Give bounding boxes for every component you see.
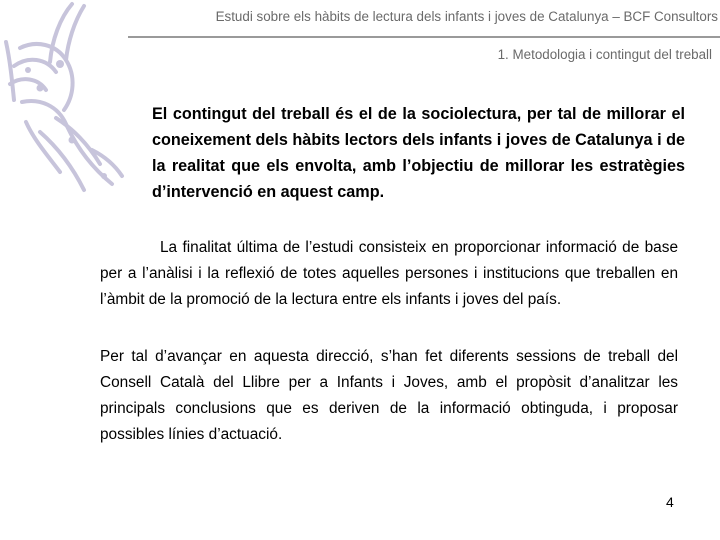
body-paragraph-2: Per tal d’avançar en aquesta direcció, s’han fet diferents sessions de treball del Consell Català del Llibre per a Infants i Joves, amb el propòsit d’analitzar les principals conclusions que es deriven de la informació obtinguda, i proposar possibles línies d’actuació. [100,348,678,443]
lead-paragraph: El contingut del treball és el de la sociolectura, per tal de millorar el coneixement dels hàbits lectors dels infants i joves de Catalunya i de la realitat que els envolta, amb l’objectiu de millorar les estratègies d’intervenció en aquest camp. [152,105,685,201]
body-paragraph-1: La finalitat última de l’estudi consisteix en proporcionar informació de base per a l’anàlisi i la reflexió de totes aquelles persones i institucions que treballen en l’àmbit de la promoció de la lectura entre els infants i joves del país. [100,239,678,308]
document-header-title: Estudi sobre els hàbits de lectura dels infants i joves de Catalunya – BCF Consultors [215,9,718,24]
header-divider [128,36,720,38]
page-number: 4 [666,494,674,510]
reading-figure-logo [0,0,135,210]
section-label: 1. Metodologia i contingut del treball [497,47,712,62]
